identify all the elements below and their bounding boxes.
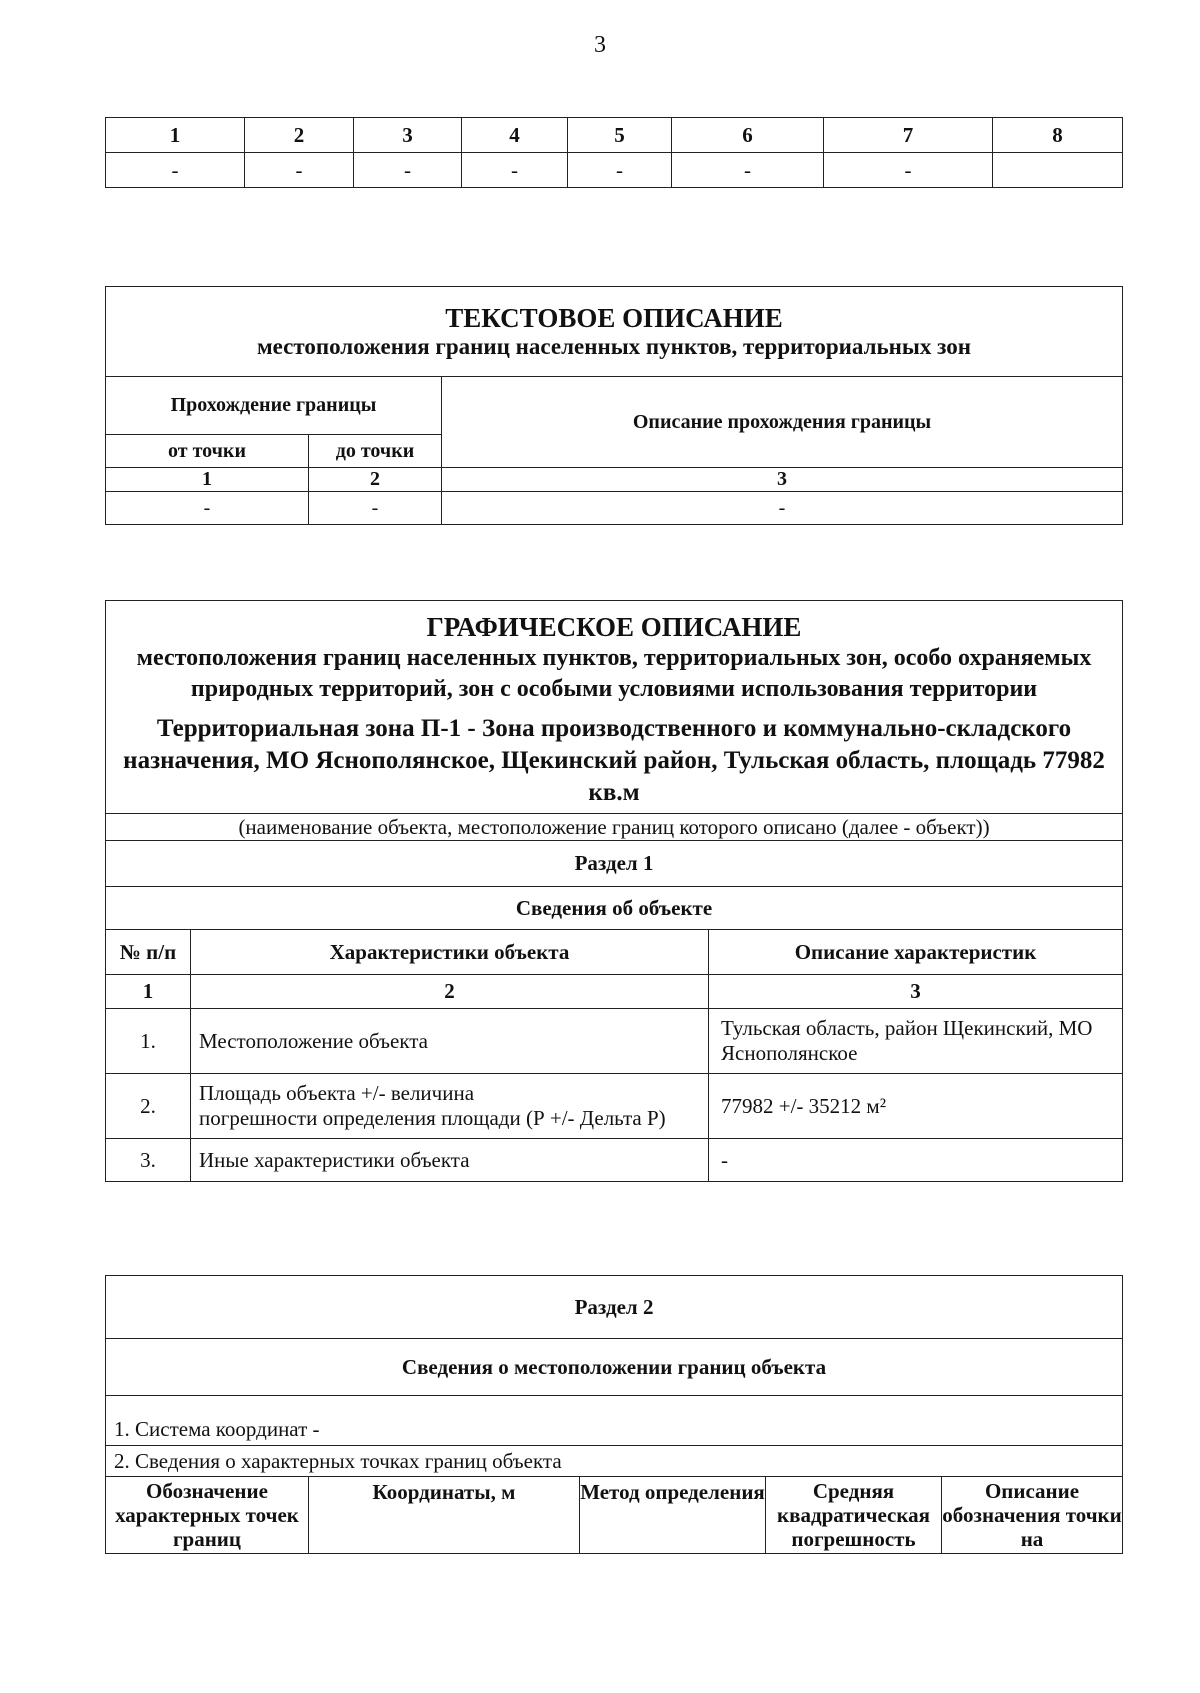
header-cell: 4 [462, 118, 568, 153]
table-cell: - [309, 492, 442, 525]
row-number: 2. [106, 1074, 191, 1139]
index-cell: 1 [106, 468, 309, 492]
description-header: Описание прохождения границы [442, 377, 1123, 468]
row-number: 3. [106, 1139, 191, 1182]
table-cell: - [245, 153, 354, 188]
characteristics-header: Характеристики объекта [191, 930, 709, 975]
points-info: 2. Сведения о характерных точках границ объекта [106, 1446, 1123, 1477]
table-row [106, 1009, 1123, 1074]
header-cell: 7 [824, 118, 993, 153]
index-cell: 3 [709, 975, 1123, 1009]
table-header-row [106, 118, 1123, 153]
section1-title: Раздел 1 [106, 841, 1123, 887]
header-cell: 2 [245, 118, 354, 153]
table-cell: - [442, 492, 1123, 525]
header-cell: 5 [568, 118, 672, 153]
table-row [106, 1139, 1123, 1182]
index-cell: 2 [191, 975, 709, 1009]
table-cell: - [354, 153, 462, 188]
from-point-header: от точки [106, 435, 309, 468]
index-cell: 1 [106, 975, 191, 1009]
index-cell: 3 [442, 468, 1123, 492]
text-description-subtitle: местоположения границ населенных пунктов, территориальных зон [257, 334, 971, 359]
continuation-table [105, 117, 1123, 188]
description-cell: - [709, 1139, 1123, 1182]
graphic-description-title: ГРАФИЧЕСКОЕ ОПИСАНИЕ [426, 612, 802, 642]
characteristic-cell [191, 1074, 709, 1139]
passage-header: Прохождение границы [106, 377, 442, 435]
table-row [106, 1074, 1123, 1139]
page-number: 3 [594, 32, 606, 58]
text-description-table [105, 286, 1123, 525]
object-caption: (наименование объекта, местоположение границ которого описано (далее - объект)) [106, 814, 1123, 841]
characteristic-line: Площадь объекта +/- величина [199, 1081, 475, 1105]
characteristic-cell: Местоположение объекта [191, 1009, 709, 1074]
coordinates-header: Координаты, м [309, 1477, 580, 1554]
index-cell: 2 [309, 468, 442, 492]
header-cell: 6 [672, 118, 824, 153]
method-header: Метод определения [580, 1477, 766, 1554]
description-cell: 77982 +/- 35212 м² [709, 1074, 1123, 1139]
table-cell: - [462, 153, 568, 188]
text-description-title: ТЕКСТОВОЕ ОПИСАНИЕ [445, 303, 783, 333]
table-cell: - [824, 153, 993, 188]
header-cell: 3 [354, 118, 462, 153]
section2-title: Раздел 2 [106, 1276, 1123, 1339]
description-cell: Тульская область, район Щекинский, МО Яснополянское [709, 1009, 1123, 1074]
characteristic-cell: Иные характеристики объекта [191, 1139, 709, 1182]
table-cell: - [568, 153, 672, 188]
table-cell [993, 153, 1123, 188]
error-header: Средняя квадратическая погрешность [766, 1477, 942, 1554]
header-cell: 8 [993, 118, 1123, 153]
section1-subtitle: Сведения об объекте [106, 887, 1123, 930]
table-row [106, 492, 1123, 525]
graphic-description-title-cell [106, 601, 1123, 814]
to-point-header: до точки [309, 435, 442, 468]
table-cell: - [672, 153, 824, 188]
coordinate-system: 1. Система координат - [106, 1396, 1123, 1446]
graphic-description-subtitle: местоположения границ населенных пунктов, территориальных зон, особо охраняемых природных территорий, зон с особыми условиями использования территории [136, 645, 1092, 702]
designation-header: Обозначение характерных точек границ [106, 1477, 309, 1554]
header-cell: 1 [106, 118, 245, 153]
graphic-description-table [105, 600, 1123, 1182]
section2-subtitle: Сведения о местоположении границ объекта [106, 1339, 1123, 1396]
table-cell: - [106, 492, 309, 525]
text-description-title-cell [106, 287, 1123, 377]
number-header: № п/п [106, 930, 191, 975]
row-number: 1. [106, 1009, 191, 1074]
table-row [106, 153, 1123, 188]
point-description-header: Описание обозначения точки на [942, 1477, 1123, 1554]
section2-table [105, 1275, 1123, 1554]
object-name: Территориальная зона П-1 - Зона производственного и коммунально-складского назначения, МО Яснополянское, Щекинский район, Тульская область, площадь 77982 кв.м [123, 715, 1105, 806]
table-cell: - [106, 153, 245, 188]
description-header: Описание характеристик [709, 930, 1123, 975]
characteristic-line: погрешности определения площади (Р +/- Дельта Р) [199, 1106, 666, 1130]
